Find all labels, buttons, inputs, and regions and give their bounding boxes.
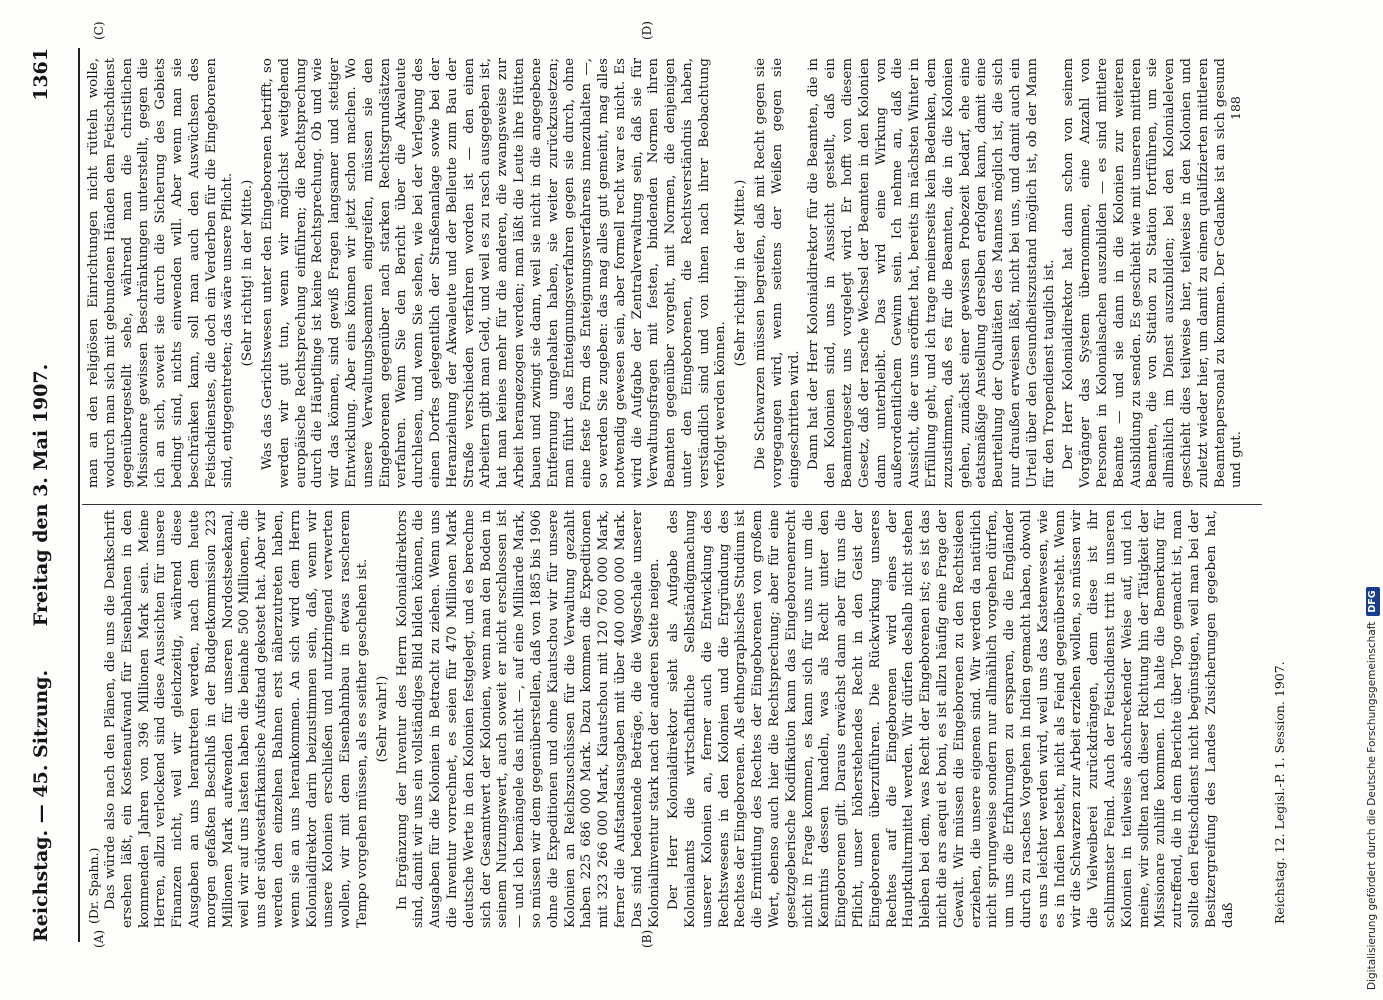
footer-signature: Reichstag. 12. Legisl.-P. 1. Session. 1907. (1272, 661, 1287, 924)
digitization-note-text: Digitalisierung gefördert durch die Deutsche Forschungsgemeinschaft (1366, 621, 1378, 990)
margin-marker-d: (D) (640, 21, 654, 40)
margin-marker-c: (C) (92, 21, 106, 40)
paragraph: In Ergänzung der Inventur des Herrn Kolonialdirektors sind, damit wir uns ein vollständiges Bild bilden können, die Ausgaben für die Kolonien in Betracht zu ziehen. Wenn uns die Inventur vorrechnet, es seien für 470 Millionen Mark deutsche Werte in den Kolonien festgelegt, und es berechne sich der Gesamtwert der Kolonien, wenn man den Boden in seinem Nutzungswert, auch soweit er nicht erschlossen ist — und ich bemängele das nicht —, auf eine Milliarde Mark, so müssen wir dem gegenüberstellen, daß von 1885 bis 1906 ohne die Expeditionen und ohne Kiautschou wir für unsere Kolonien an Reichszuschüssen für die Verwaltung gezahlt haben 225 686 000 Mark. Dazu kommen die Expeditionen mit 323 266 000 Mark, Kiautschou mit 120 760 000 Mark, ferner die Aufstandsausgaben mit über 400 000 000 Mark. Das sind bedeutende Beträge, die die Wagschale unserer Kolonialinventur stark nach der anderen Seite neigen. (394, 510, 662, 928)
paragraph: Die Schwarzen müssen begreifen, daß mit Recht gegen sie vorgegangen wird, wenn seitens der Weißen gegen sie eingeschritten wird. (753, 58, 802, 488)
paragraph: man an den religiösen Einrichtungen nicht rütteln wolle, wodurch man sich mit gebundenen Händen dem Fetischdienst gegenübergestellt sehe, während man die christlichen Missionare gewissen Beschränkungen unterstellt, gegen die ich an sich, soweit sie durch die Sicherung des Gebiets bedingt sind, nichts einwenden will. Aber wenn man sie beschränken kann, soll man auch den Auswüchsen des Fetischdienstes, die doch ein Verderben für die Eingeborenen sind, entgegentreten; das wäre unsere Pflicht. (86, 58, 236, 488)
left-column (86, 510, 1266, 928)
speaker-label: (Dr. Spahn.) (86, 847, 101, 924)
header-rule (78, 48, 80, 942)
paragraph: Der Herr Kolonialdirektor hat dann schon von seinem Vorgänger das System übernommen, eine Anzahl von Personen in Kolonialsachen auszubilden — es sind mittlere Beamte — und sie dann in die Kolonien zur weiteren Ausbildung zu senden. Es geschieht wie mit unseren mittleren Beamten, die von Station zu Station fortführen, um sie allmählich im Dienst auszubilden; bei den Kolonialeleven geschieht dies teilweise hier, teilweise in den Kolonien und zuletzt wieder hier, um damit zu einem qualifizierten mittleren Beamtenpersonal zu kommen. Der Gedanke ist an sich gesund und gut. (1061, 58, 1245, 488)
interjection: (Sehr wahr!) (374, 675, 390, 763)
paragraph: Das würde also nach den Plänen, die uns die Denkschrift ersehen läßt, ein Kostenaufwand für Eisenbahnen in den kommenden Jahren von 396 Millionen Mark sein. Meine Herren, allzu verlockend sind diese Aussichten für unsere Finanzen nicht, weil wir gleichzeitig, während diese Ausgaben an uns herantreten werden, nach dem heute morgen gefaßten Beschluß in der Budgetkommission 223 Millionen Mark aufwenden für unseren Nordostseekanal, weil wir auf uns lasten haben die beinahe 500 Millionen, die uns der südwestafrikanische Aufstand gekostet hat. Aber wir werden den einzelnen Bahnen erst näherzutreten haben, wenn sie an uns herankommen. An sich wird dem Herrn Kolonialdirektor darin beizustimmen sein, daß, wenn wir unsere Kolonien erschließen und nutzbringend verwerten wollen, wir mit dem Eisenbahnbau in etwas rascherem Tempo vorgehen müssen, als es seither geschehen ist. (103, 510, 370, 928)
paragraph: Dann hat der Herr Kolonialdirektor für die Beamten, die in den Kolonien sind, uns in Aussicht gestellt, daß ein Beamtengesetz uns vorgelegt wird. Er hofft von diesem Gesetz, daß der rasche Wechsel der Beamten in den Kolonien dann unterbleibt. Das wird eine Wirkung von außerordentlichem Gewinn sein. Ich nehme an, daß die Aussicht, die er uns eröffnet hat, bereits im nächsten Winter in Erfüllung geht, und ich trage meinerseits kein Bedenken, dem zuzustimmen, daß es für die Beamten, die in die Kolonien gehen, zunächst einer gewissen Probezeit bedarf, ehe eine etatsmäßige Anstellung derselben erfolgen kann, damit eine Beurteilung der Qualitäten des Mannes möglich ist, die sich nur draußen erweisen läßt, nicht bei uns, und damit auch ein Urteil über den Gesundheitszustand möglich ist, ob der Mann für den Tropendienst tauglich ist. (806, 58, 1057, 488)
folio-number: 188 (1228, 96, 1243, 120)
digitization-credit (1357, 10, 1379, 990)
paragraph: Der Herr Kolonialdirektor sieht als Aufgabe des Kolonialamts die wirtschaftliche Selbständigmachung unserer Kolonien an, ferner auch die Entwicklung des Rechtswesens in den Kolonien und die Ergründung des Rechtes der Eingeborenen. Als ethnographisches Studium ist die Ermittlung des Rechtes der Eingeborenen von großem Wert, ebenso auch hier die Rechtsprechung; aber für eine gesetzgeberische Kodifikation kann das Eingeborenenrecht nicht in Frage kommen, es kann sich für uns nur um die Kenntnis dessen handeln, was als Recht unter den Eingeborenen gilt. Daraus erwächst dann aber für uns die Pflicht, unser höherstehendes Recht in den Geist der Eingeborenen überzuführen. Die Rückwirkung unseres Rechtes auf die Eingeborenen wird eines der Hauptkulturmittel werden. Wir dürfen deshalb nicht stehen bleiben bei dem, was Recht der Eingeborenen ist; es ist das nicht die ars aequi et boni, es ist allzu häufig eine Frage der Gewalt. Wir müssen die Eingeborenen zu den Rechtsideen erziehen, die unsere eigenen sind. Wir werden da natürlich nicht sprungweise sondern nur allmählich vorgehen dürfen, um uns die Erfahrungen zu ersparen, die die Engländer durch zu rasches Vorgehen in Indien gemacht haben, obwohl es uns leichter werden wird, weil uns das Kastenwesen, wie es in Indien besteht, nicht als Feind gegenübersteht. Wenn wir die Schwarzen zur Arbeit erziehen wollen, so müssen wir die Vielweiberei zurückdrängen, denn diese ist ihr schlimmster Feind. Auch der Fetischdienst tritt in unseren Kolonien in teilweise abschreckender Weise auf, und ich meine, wir sollten nach dieser Richtung hin der Tätigkeit der Missionare zuhilfe kommen. Ich halte die Bemerkung für zutreffend, die in dem Berichte über Togo gemacht ist, man sollte den Fetischdienst nicht begünstigen, weil man bei der Besitzergreifung des Landes Zusicherungen gegeben hat, daß (666, 510, 1236, 928)
dfg-logo: DFG (1366, 587, 1380, 615)
column-rule (82, 504, 1262, 505)
interjection: (Sehr richtig! in der Mitte.) (240, 179, 256, 367)
interjection: (Sehr richtig! in der Mitte.) (733, 179, 749, 367)
header-session: Reichstag. — 45. Sitzung. (30, 669, 52, 942)
margin-marker-a: (A) (92, 929, 106, 948)
right-column (86, 58, 1266, 488)
paragraph: Was das Gerichtswesen unter den Eingeborenen betrifft, so werden wir gut tun, wenn wir möglichst weitgehend europäische Rechtsprechung einführen; die Rechtsprechung durch die Häuptlinge ist keine Rechtsprechung. Ob und wie wir das können, sind gewiß Fragen langsamer und stetiger Entwicklung. Aber eins können wir jetzt schon machen. Wo unsere Verwaltungsbeamten eingreifen, müssen sie den Eingeborenen gegenüber nach starken Rechtsgrundsätzen verfahren. Wenn Sie den Bericht über die Akwaleute durchlesen, und wenn Sie sehen, wie bei der Verlegung des einen Dorfes gelegentlich der Straßenanlage sowie bei der Heranziehung der Akwaleute und der Belleute zum Bau der Straße verschieden verfahren worden ist — den einen Arbeitern gibt man Geld, und weil es zu rasch ausgegeben ist, hat man keines mehr für die anderen, die zwangsweise zur Arbeit herangezogen werden; man läßt die Leute ihre Hütten bauen und zwingt sie dann, weil sie nicht in die angegebene Entfernung umgehalten haben, sie weiter zurückzusetzen; man führt das Enteignungsverfahren gegen sie durch, ohne eine feste Form des Enteignungsverfahrens innezuhalten —, so werden Sie zugeben: das mag alles gut gemeint, mag alles notwendig gewesen sein, aber formell recht war es nicht. Es wird die Aufgabe der Zentralverwaltung sein, daß sie für Verwaltungsfragen mit festen, bindenden Normen ihren Beamten gegenüber vorgeht, mit Normen, die denjenigen unter den Eingeborenen, die Rechtsverständnis haben, verständlich sind und von ihnen nach ihrer Beobachtung verfolgt werden können. (259, 58, 729, 488)
margin-marker-b: (B) (640, 929, 654, 948)
digitization-note (1361, 10, 1383, 990)
running-header (30, 48, 68, 942)
header-date: Freitag den 3. Mai 1907. (30, 363, 52, 627)
header-page-number: 1361 (30, 48, 52, 101)
